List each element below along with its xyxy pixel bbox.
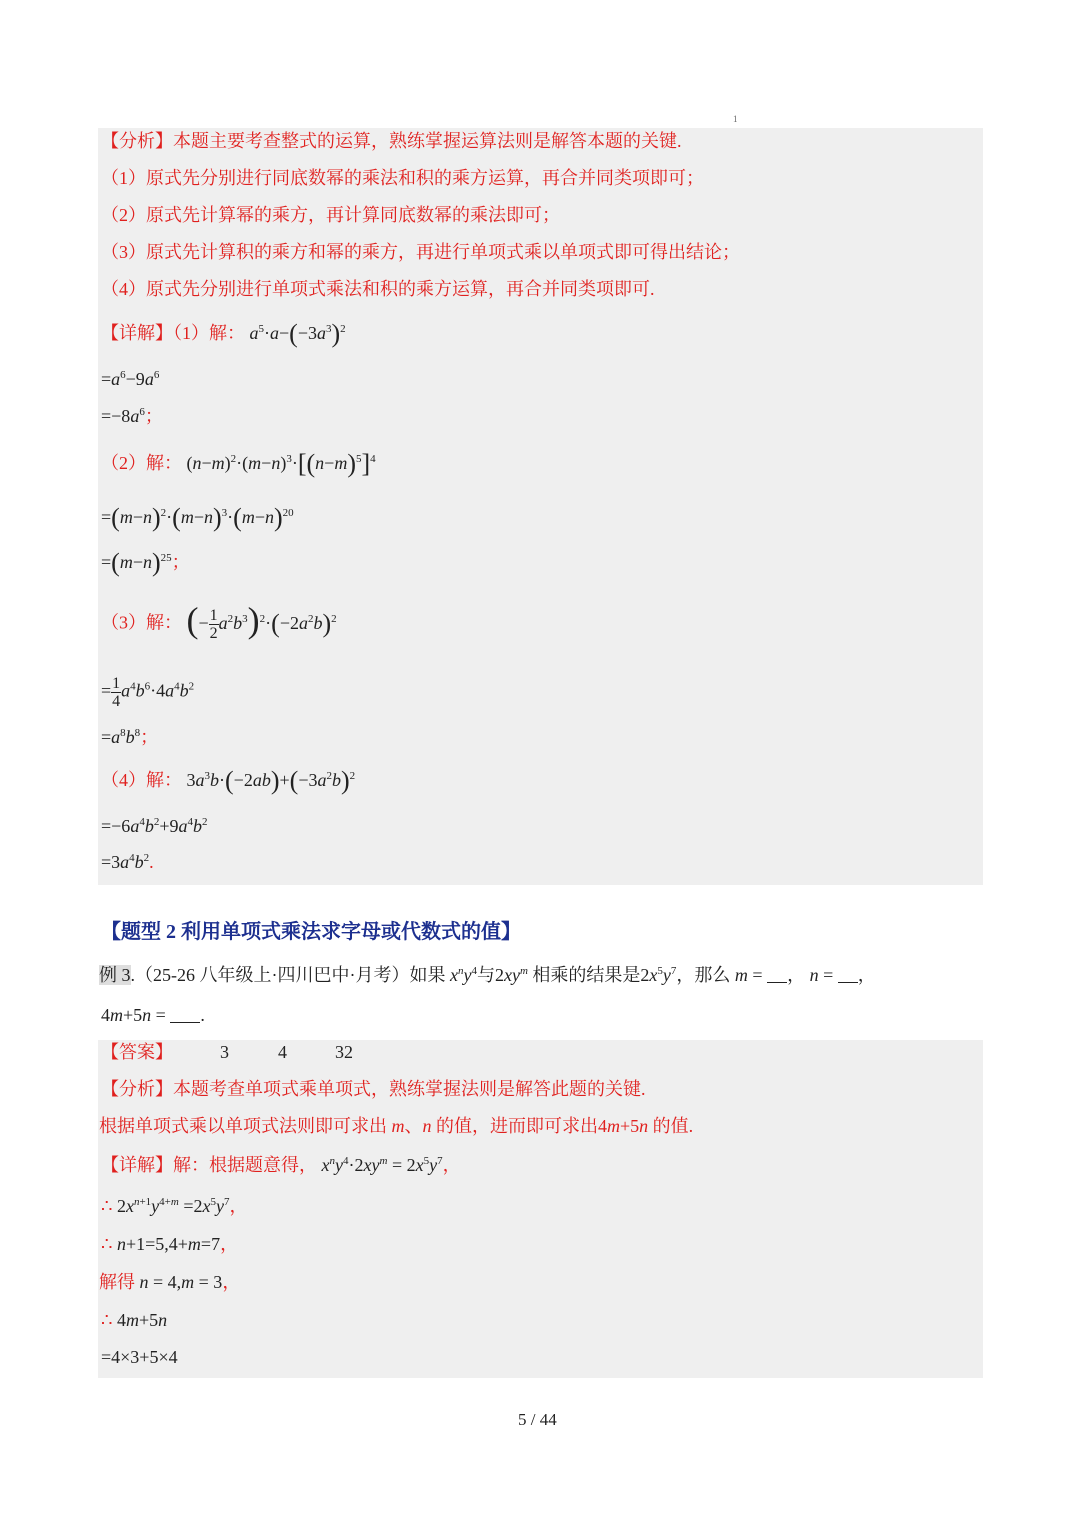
analysis-1-text: 本题主要考查整式的运算，熟练掌握运算法则是解答本题的关键. xyxy=(173,131,682,151)
answer-label: 【答案】 xyxy=(101,1042,173,1062)
detail-2-line-5: ∴ 4m+5n xyxy=(101,1310,168,1330)
detail-2-line-6: =4×3+5×4 xyxy=(101,1347,178,1367)
page-marker: 1 xyxy=(733,114,738,124)
example-3-line-2: 4m+5n = . xyxy=(101,1005,205,1025)
detail-2-line-2: ∴ $2x^{n+1}y^{4+m} =2x^5y^7$， xyxy=(101,1196,248,1216)
example-3-and: 与 xyxy=(476,965,495,985)
answer-1: 3 xyxy=(220,1042,229,1062)
formula-1a: $a^5\cdot a-(-3a^3)^2$ xyxy=(249,319,346,348)
example-3-then: ，那么 xyxy=(676,965,731,985)
formula-3c: $=a^8b^8$； xyxy=(101,727,159,747)
page-number: 5 / 44 xyxy=(518,1410,557,1429)
detail-1-p3: （3）解： xyxy=(101,612,182,633)
analysis-1-item-3: （3）原式先计算积的乘方和幂的乘方，再进行单项式乘以单项式即可得出结论； xyxy=(101,242,740,262)
section-title: 【题型 2 利用单项式乘法求字母或代数式的值】 xyxy=(101,921,521,943)
analysis-2-line-2: 根据单项式乘以单项式法则即可求出 m、n 的值，进而即可求出4m+5n 的值. xyxy=(99,1116,694,1136)
detail-2-intro: 解：根据题意得， xyxy=(173,1155,317,1175)
detail-1-p2: （2）解： xyxy=(101,453,182,473)
analysis-1-line xyxy=(101,129,682,153)
example-3-label: 例 3 xyxy=(99,965,131,985)
detail-1-part-3 xyxy=(101,599,337,642)
formula-d2a: $x^ny^4\cdot 2xy^m = 2x^5y^7$ xyxy=(321,1155,443,1175)
detail-2-line-3: ∴ n+1=5,4+m=7， xyxy=(101,1234,239,1254)
formula-2c: $=(m-n)^{25}$； xyxy=(101,548,190,577)
formula-3a: (− $\frac{1}{2}$ $a^2b^3)^2\cdot(-2a^2b)^2$ xyxy=(186,599,337,642)
answer-3: 32 xyxy=(335,1042,353,1062)
answer-line xyxy=(101,1040,173,1064)
detail-1-part-2 xyxy=(101,451,376,476)
term-xnY4: $x^ny^4$ xyxy=(449,965,477,985)
formula-1b: $=a^6-9a^6$ xyxy=(101,369,160,389)
analysis-2-line-1 xyxy=(101,1077,646,1101)
formula-2b: $=(m-n)^2\cdot(m-n)^3\cdot(m-n)^{20}$ xyxy=(101,503,294,532)
analysis-2-label: 【分析】 xyxy=(101,1079,173,1099)
term-2xym: $2xy^m$ xyxy=(494,965,528,985)
formula-3b: = $\frac{1}{4}$ $a^4b^6\cdot 4a^4b^2$ xyxy=(101,675,195,710)
formula-1c: $=-8a^6$； xyxy=(101,406,163,426)
example-3-product: 相乘的结果是 xyxy=(532,965,641,985)
analysis-1-label: 【分析】 xyxy=(101,131,173,151)
detail-1-part-4 xyxy=(101,768,355,793)
example-3-line-1: 例 3.（25-26 八年级上·四川巴中·月考）如果 $x^ny^4$与$2xy^m$ 相乘的结果是$2x^5y^7$，那么 m = ， n = ， xyxy=(99,965,876,985)
analysis-1-item-4: （4）原式先分别进行单项式乘法和积的乘方运算，再合并同类项即可. xyxy=(101,279,655,299)
analysis-1-item-2: （2）原式先计算幂的乘方，再计算同底数幂的乘法即可； xyxy=(101,205,560,225)
example-3-source: .（25-26 八年级上·四川巴中·月考）如果 xyxy=(130,965,446,985)
detail-2-line-4: 解得 n = 4,m = 3， xyxy=(99,1272,241,1292)
formula-4a: $3a^3b\cdot(-2ab)+(-3a^2b)^2$ xyxy=(186,766,356,795)
formula-2a: $(n-m)^2\cdot(m-n)^3\cdot[(n-m)^5]^4$ xyxy=(186,449,376,478)
analysis-2-text: 本题考查单项式乘单项式，熟练掌握法则是解答此题的关键. xyxy=(173,1079,646,1099)
blank-n: n = xyxy=(810,965,858,985)
detail-1-p4: （4）解： xyxy=(101,770,182,790)
detail-1-label: 【详解】 xyxy=(101,323,173,343)
formula-4c: $=3a^4b^2$. xyxy=(101,852,154,872)
detail-2-line-1: 【详解】解：根据题意得， $x^ny^4\cdot 2xy^m = 2x^5y^7$， xyxy=(101,1155,461,1175)
answer-2: 4 xyxy=(278,1042,287,1062)
blank-m: m = xyxy=(735,965,787,985)
detail-1-part-1 xyxy=(101,321,346,346)
formula-4b: $=-6a^4b^2+9a^4b^2$ xyxy=(101,816,208,836)
detail-1-p1: （1）解： xyxy=(173,323,245,343)
term-result: $2x^5y^7$ xyxy=(640,965,677,985)
analysis-1-item-1: （1）原式先分别进行同底数幂的乘法和积的乘方运算，再合并同类项即可； xyxy=(101,168,704,188)
detail-2-label: 【详解】 xyxy=(101,1155,173,1175)
